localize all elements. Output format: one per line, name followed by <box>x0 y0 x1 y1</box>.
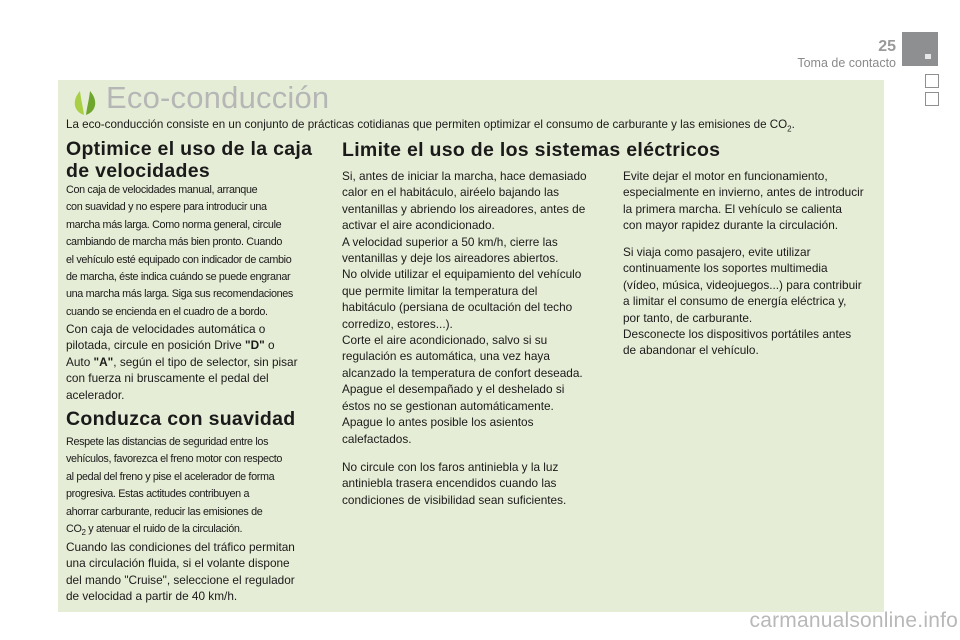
air-conditioning-text: Si, antes de iniciar la marcha, hace demasiado calor en el habitáculo, airéelo bajando las ventanillas y abriendo los aireadores, antes de activar el aire acondicionado. A velocidad superior a 50 km/h, cierre las ventanillas y deje los aireadores abiertos. No olvide utilizar el equipamiento del vehículo que permite limitar la temperatura del habitáculo (persiana de ocultación del techo corredizo, estores...). Corte el aire acondicionado, salvo si su regulación es automática, una vez haya alcanzado la temperatura de confort deseada. Apague el desempañado y el deshelado si éstos no se gestionan automáticamente. Apague lo antes posible los asientos calefactados. <box>342 169 587 446</box>
safety-distance-text: Respete las distancias de seguridad entre los vehículos, favorezca el freno motor con respecto al pedal del freno y pise el acelerador de forma progresiva. Estas actitudes contribuyen a ahorrar carburante, reducir las emisiones de $CO_2$ y atenuar el ruido de la circulación. <box>66 436 283 538</box>
tab-marker <box>925 54 931 59</box>
intro-text: La eco-conducción consiste en un conjunto de prácticas cotidianas que permiten optimizar el consumo de carburante y las emisiones de $CO_2$. <box>66 118 795 134</box>
section-name: Toma de contacto <box>797 56 896 70</box>
automatic-gearbox-text: Con caja de velocidades automática o pilotada, circule en posición Drive "D" o Auto "A", según el tipo de selector, sin pisar con fuerza ni bruscamente el pedal del acelerador. <box>66 322 298 402</box>
leaf-icon <box>70 90 100 116</box>
fog-lights-text: No circule con los faros antiniebla y la luz antiniebla trasera encendidos cuando las condiciones de visibilidad sean suficientes. <box>342 460 567 507</box>
watermark: carmanualsonline.info <box>749 609 958 632</box>
chapter-tab[interactable] <box>925 74 939 88</box>
chapter-tab-active[interactable] <box>902 32 938 66</box>
manual-gearbox-text: Con caja de velocidades manual, arranque con suavidad y no espere para introducir una marcha más larga. Como norma general, circule cambiando de marcha más bien pronto. Cuando el vehículo esté equipado con indicador de cambio de marcha, éste indica cuándo se puede engranar una marcha más larga. Siga sus recomendaciones cuando se encienda en el cuadro de a bordo. <box>66 184 293 318</box>
heading-electrical-systems: Limite el uso de los sistemas eléctricos <box>342 139 721 161</box>
multimedia-text: Si viaja como pasajero, evite utilizar continuamente los soportes multimedia (vídeo, música, videojuegos...) para contribuir a limitar el consumo de energía eléctrica y, por tanto, de carburante. Desconecte los dispositivos portátiles antes de abandonar el vehículo. <box>623 245 862 358</box>
chapter-tab[interactable] <box>925 92 939 106</box>
page-title: Eco-conducción <box>106 80 330 115</box>
engine-idle-text: Evite dejar el motor en funcionamiento, especialmente en invierno, antes de introducir la primera marcha. El vehículo se calienta con mayor rapidez durante la circulación. <box>623 169 864 233</box>
heading-gearbox: Optimice el uso de la caja de velocidades <box>66 138 313 182</box>
page-number: 25 <box>878 38 896 55</box>
cruise-control-text: Cuando las condiciones del tráfico permitan una circulación fluida, si el volante dispone del mando "Cruise", seleccione el regulador de velocidad a partir de 40 km/h. <box>66 540 295 604</box>
heading-smooth-driving: Conduzca con suavidad <box>66 408 296 430</box>
